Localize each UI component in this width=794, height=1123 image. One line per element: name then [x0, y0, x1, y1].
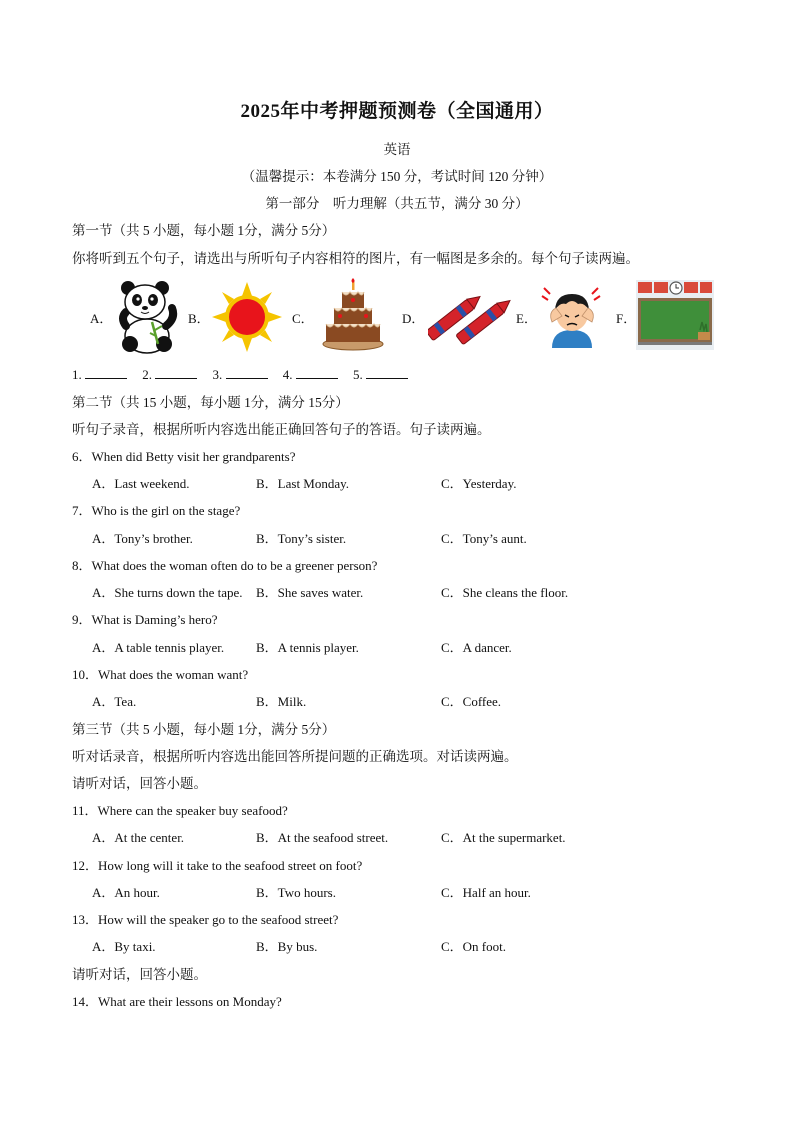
- picture-options: [72, 278, 722, 354]
- option-a[interactable]: A．By taxi.: [92, 939, 156, 954]
- question-10: 10．What does the woman want?: [72, 667, 249, 682]
- option-a[interactable]: A．Tony’s brother.: [92, 531, 193, 546]
- option-a[interactable]: A．An hour.: [92, 885, 160, 900]
- answer-blank[interactable]: 3.: [213, 366, 268, 383]
- option-c[interactable]: C．Coffee.: [441, 694, 502, 709]
- exam-tip: （温馨提示：本卷满分 150 分，考试时间 120 分钟）: [241, 169, 553, 184]
- question-12: 12．How long will it take to the seafood street on foot?: [72, 858, 363, 873]
- option-c[interactable]: C．She cleans the floor.: [441, 585, 569, 600]
- option-a[interactable]: A．Tea.: [92, 694, 137, 709]
- section3-instruction: 听对话录音，根据所听内容选出能回答所提问题的正确选项。对话读两遍。: [72, 749, 518, 764]
- option-b[interactable]: B．Tony’s sister.: [256, 531, 347, 546]
- option-a[interactable]: A．She turns down the tape.: [92, 585, 243, 600]
- question-11-options: [92, 827, 732, 845]
- exam-title: 2025年中考押题预测卷（全国通用）: [240, 101, 554, 122]
- option-c[interactable]: C．Yesterday.: [441, 476, 517, 491]
- option-a[interactable]: A．At the center.: [92, 830, 185, 845]
- question-13-options: [92, 936, 732, 954]
- question-8-options: [92, 582, 732, 600]
- option-a[interactable]: A．A table tennis player.: [92, 640, 225, 655]
- question-12-options: [92, 882, 732, 900]
- picture-letter: D．: [402, 311, 425, 326]
- option-c[interactable]: C．A dancer.: [441, 640, 512, 655]
- option-c[interactable]: C．At the supermarket.: [441, 830, 566, 845]
- sun-icon: [212, 282, 282, 352]
- answer-blank[interactable]: 1.: [72, 366, 127, 383]
- picture-letter: B．: [188, 311, 210, 326]
- picture-letter: C．: [292, 311, 314, 326]
- classroom-blackboard-icon: [636, 280, 714, 350]
- option-c[interactable]: C．On foot.: [441, 939, 507, 954]
- answer-blank[interactable]: 5.: [353, 366, 408, 383]
- section1-heading: 第一节（共 5 小题，每小题 1分，满分 5分）: [72, 223, 336, 238]
- picture-letter: A．: [90, 311, 113, 326]
- listen-prompt: 请听对话，回答小题。: [72, 776, 207, 791]
- crayons-icon: [428, 284, 512, 348]
- option-b[interactable]: B．At the seafood street.: [256, 830, 389, 845]
- option-a[interactable]: A．Last weekend.: [92, 476, 190, 491]
- option-b[interactable]: B．Two hours.: [256, 885, 336, 900]
- question-7: 7．Who is the girl on the stage?: [72, 503, 241, 518]
- section2-instruction: 听句子录音，根据所听内容选出能正确回答句子的答语。句子读两遍。: [72, 422, 491, 437]
- picture-letter: E．: [516, 311, 537, 326]
- question-7-options: [92, 528, 732, 546]
- question-14: 14．What are their lessons on Monday?: [72, 994, 282, 1009]
- question-11: 11．Where can the speaker buy seafood?: [72, 803, 288, 818]
- answer-blank[interactable]: 2.: [142, 366, 197, 383]
- question-6-options: [92, 473, 732, 491]
- question-9: 9．What is Daming’s hero?: [72, 612, 218, 627]
- section2-heading: 第二节（共 15 小题，每小题 1分，满分 15分）: [72, 395, 349, 410]
- question-6: 6．When did Betty visit her grandparents?: [72, 449, 296, 464]
- question-13: 13．How will the speaker go to the seafood street?: [72, 912, 339, 927]
- picture-letter: F．: [616, 311, 637, 326]
- option-b[interactable]: B．Milk.: [256, 694, 307, 709]
- answer-blanks: [72, 366, 420, 383]
- headache-boy-icon: [538, 282, 606, 350]
- option-b[interactable]: B．By bus.: [256, 939, 318, 954]
- answer-blank[interactable]: 4.: [283, 366, 338, 383]
- subject-label: 英语: [383, 142, 411, 157]
- section3-heading: 第三节（共 5 小题，每小题 1分，满分 5分）: [72, 722, 336, 737]
- question-10-options: [92, 691, 732, 709]
- panda-icon: [114, 278, 180, 356]
- option-b[interactable]: B．Last Monday.: [256, 476, 350, 491]
- birthday-cake-icon: [320, 278, 386, 352]
- option-b[interactable]: B．A tennis player.: [256, 640, 359, 655]
- option-c[interactable]: C．Tony’s aunt.: [441, 531, 527, 546]
- section1-instruction: 你将听到五个句子，请选出与所听句子内容相符的图片，有一幅图是多余的。每个句子读两遍。: [72, 251, 639, 266]
- option-b[interactable]: B．She saves water.: [256, 585, 364, 600]
- part-one-heading: 第一部分 听力理解（共五节，满分 30 分）: [265, 196, 529, 211]
- question-9-options: [92, 637, 732, 655]
- listen-prompt: 请听对话，回答小题。: [72, 967, 207, 982]
- question-8: 8．What does the woman often do to be a greener person?: [72, 558, 378, 573]
- option-c[interactable]: C．Half an hour.: [441, 885, 531, 900]
